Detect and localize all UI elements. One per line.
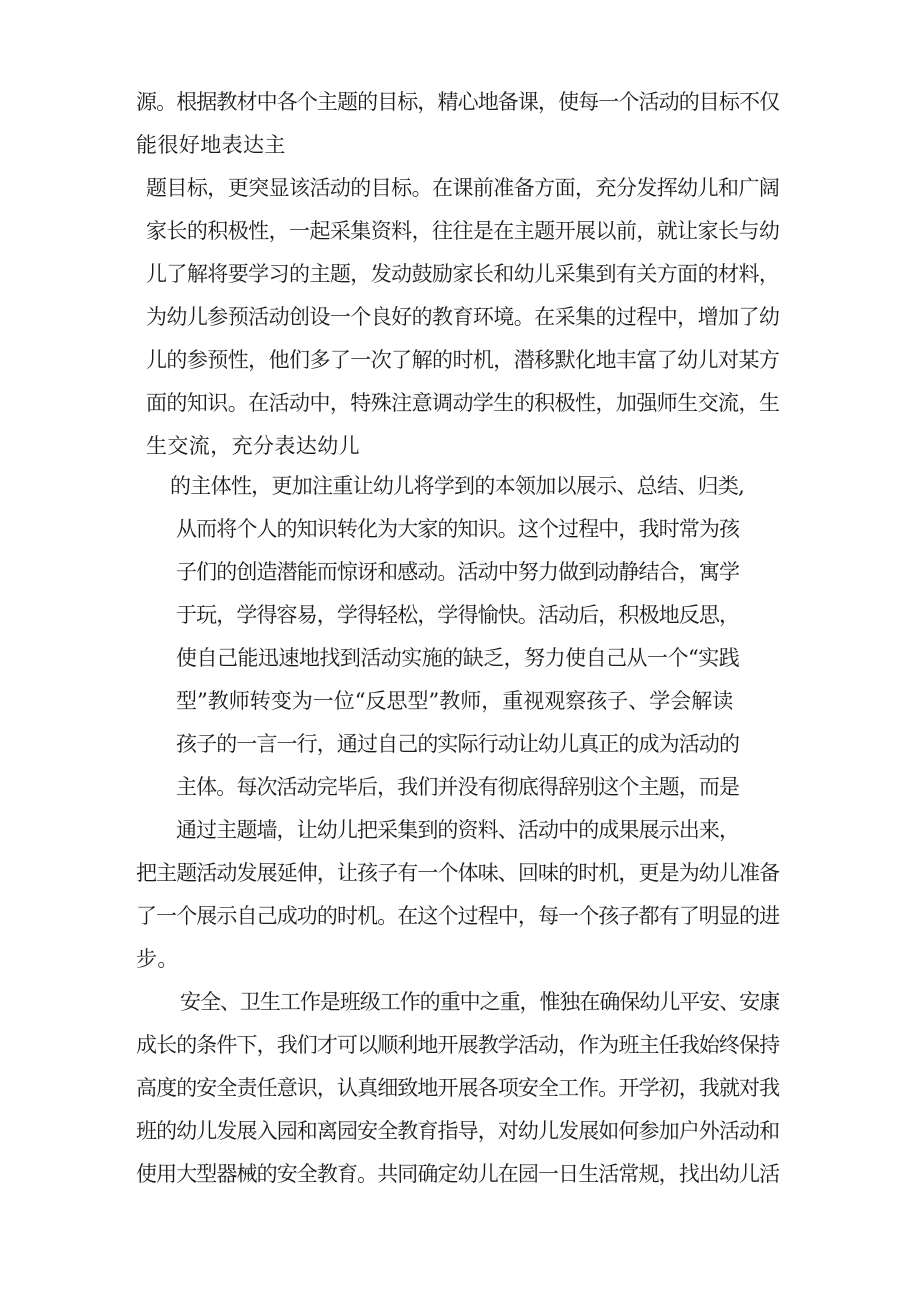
text-line: 儿了解将要学习的主题，发动鼓励家长和幼儿采集到有关方面的材料，	[146, 262, 780, 286]
text-line: 能很好地表达主	[136, 133, 286, 157]
text-line: 成长的条件下，我们才可以顺利地开展教学活动，作为班主任我始终保持	[136, 1033, 780, 1057]
text-line: 从而将个人的知识转化为大家的知识。这个过程中，我时常为孩	[176, 517, 740, 541]
text-line: 生交流，充分表达幼儿	[146, 434, 360, 458]
text-line: 型”教师转变为一位“反思型”教师，重视观察孩子、学会解读	[176, 689, 734, 713]
text-line: 子们的创造潜能而惊讶和感动。活动中努力做到动静结合，寓学	[176, 560, 740, 584]
text-line: 面的知识。在活动中，特殊注意调动学生的积极性，加强师生交流，生	[146, 391, 780, 415]
text-line: 班的幼儿发展入园和离园安全教育指导，对幼儿发展如何参加户外活动和	[136, 1119, 780, 1143]
text-line: 家长的积极性，一起采集资料，往往是在主题开展以前，就让家长与幼	[146, 219, 780, 243]
text-line: 源。根据教材中各个主题的目标，精心地备课，使每一个活动的目标不仅	[136, 90, 780, 114]
text-line: 儿的参预性，他们多了一次了解的时机，潜移默化地丰富了幼儿对某方	[146, 348, 780, 372]
text-line: 把主题活动发展延伸，让孩子有一个体味、回味的时机，更是为幼儿准备	[136, 861, 780, 885]
text-line: 使用大型器械的安全教育。共同确定幼儿在园一日生活常规，找出幼儿活	[136, 1162, 780, 1186]
text-line: 主体。每次活动完毕后，我们并没有彻底得辞别这个主题，而是	[176, 775, 740, 799]
text-line: 题目标，更突显该活动的目标。在课前准备方面，充分发挥幼儿和广阔	[146, 176, 780, 200]
text-line: 安全、卫生工作是班级工作的重中之重，惟独在确保幼儿平安、安康	[180, 990, 780, 1014]
text-line: 使自己能迅速地找到活动实施的缺乏，努力使自己从一个“实践	[176, 646, 740, 670]
text-line: 高度的安全责任意识，认真细致地开展各项安全工作。开学初，我就对我	[136, 1076, 780, 1100]
text-line: 于玩，学得容易，学得轻松，学得愉快。活动后，积极地反思，	[176, 603, 740, 627]
text-line: 通过主题墙，让幼儿把采集到的资料、活动中的成果展示出来，	[176, 818, 740, 842]
text-line: 步。	[136, 947, 179, 971]
text-line: 为幼儿参预活动创设一个良好的教育环境。在采集的过程中，增加了幼	[146, 305, 780, 329]
text-line: 的主体性，更加注重让幼儿将学到的本领加以展示、总结、归类,	[170, 474, 745, 498]
text-line: 孩子的一言一行，通过自己的实际行动让幼儿真正的成为活动的	[176, 732, 740, 756]
text-line: 了一个展示自己成功的时机。在这个过程中，每一个孩子都有了明显的进	[136, 904, 780, 928]
